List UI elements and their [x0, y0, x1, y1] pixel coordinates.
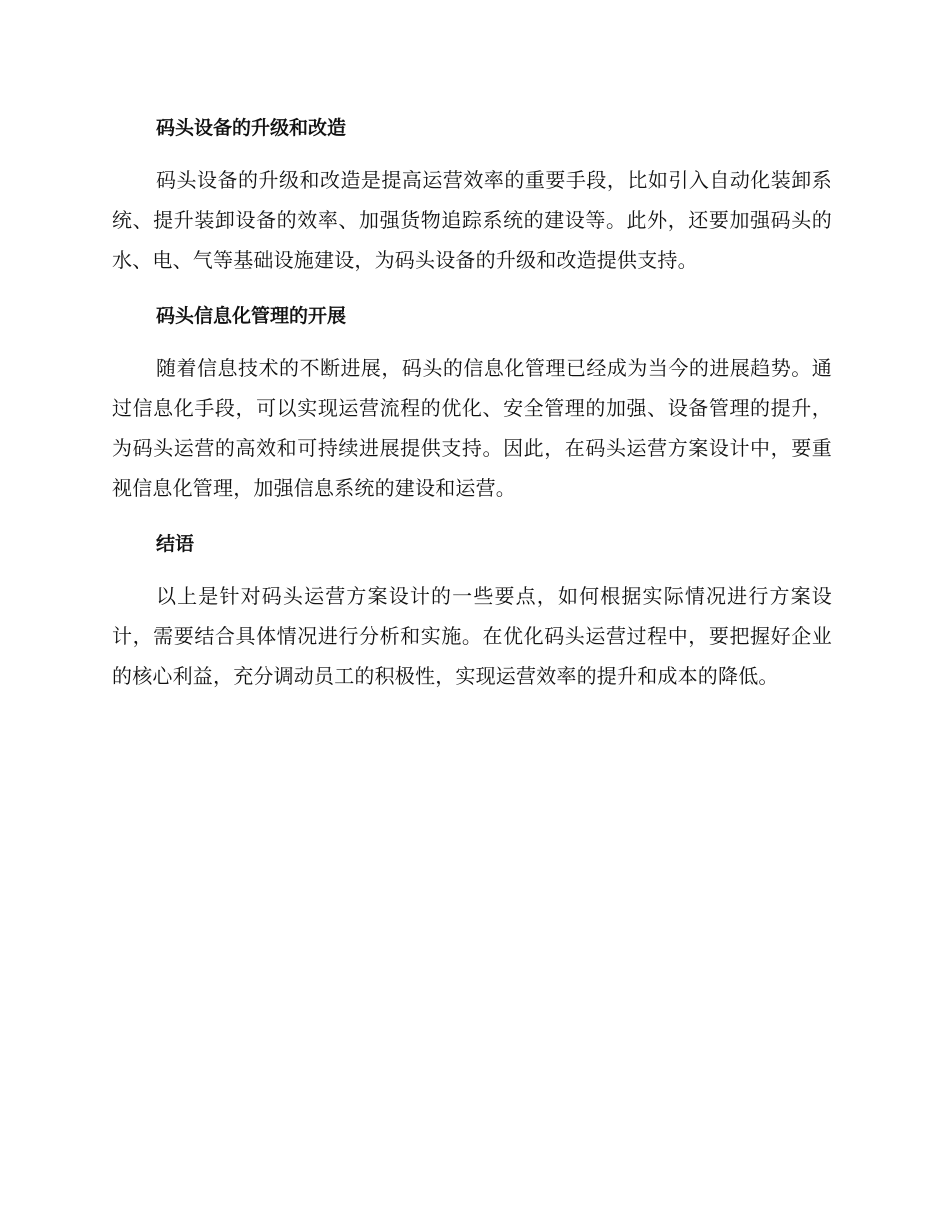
section-heading-conclusion: 结语	[156, 533, 195, 555]
section-heading-equipment-upgrade: 码头设备的升级和改造	[156, 117, 347, 139]
document-page	[112, 108, 832, 712]
section-heading-informatization: 码头信息化管理的开展	[156, 305, 347, 327]
section-body-conclusion: 以上是针对码头运营方案设计的一些要点，如何根据实际情况进行方案设计，需要结合具体情况进行分析和实施。在优化码头运营过程中，要把握好企业的核心利益，充分调动员工的积极性，实现运营效率的提升和成本的降低。	[112, 584, 832, 688]
section-body-informatization: 随着信息技术的不断进展，码头的信息化管理已经成为当今的进展趋势。通过信息化手段，可以实现运营流程的优化、安全管理的加强、设备管理的提升，为码头运营的高效和可持续进展提供支持。因此，在码头运营方案设计中，要重视信息化管理，加强信息系统的建设和运营。	[112, 356, 832, 500]
section-body-equipment-upgrade: 码头设备的升级和改造是提高运营效率的重要手段，比如引入自动化装卸系统、提升装卸设备的效率、加强货物追踪系统的建设等。此外，还要加强码头的水、电、气等基础设施建设，为码头设备的升级和改造提供支持。	[112, 168, 832, 272]
